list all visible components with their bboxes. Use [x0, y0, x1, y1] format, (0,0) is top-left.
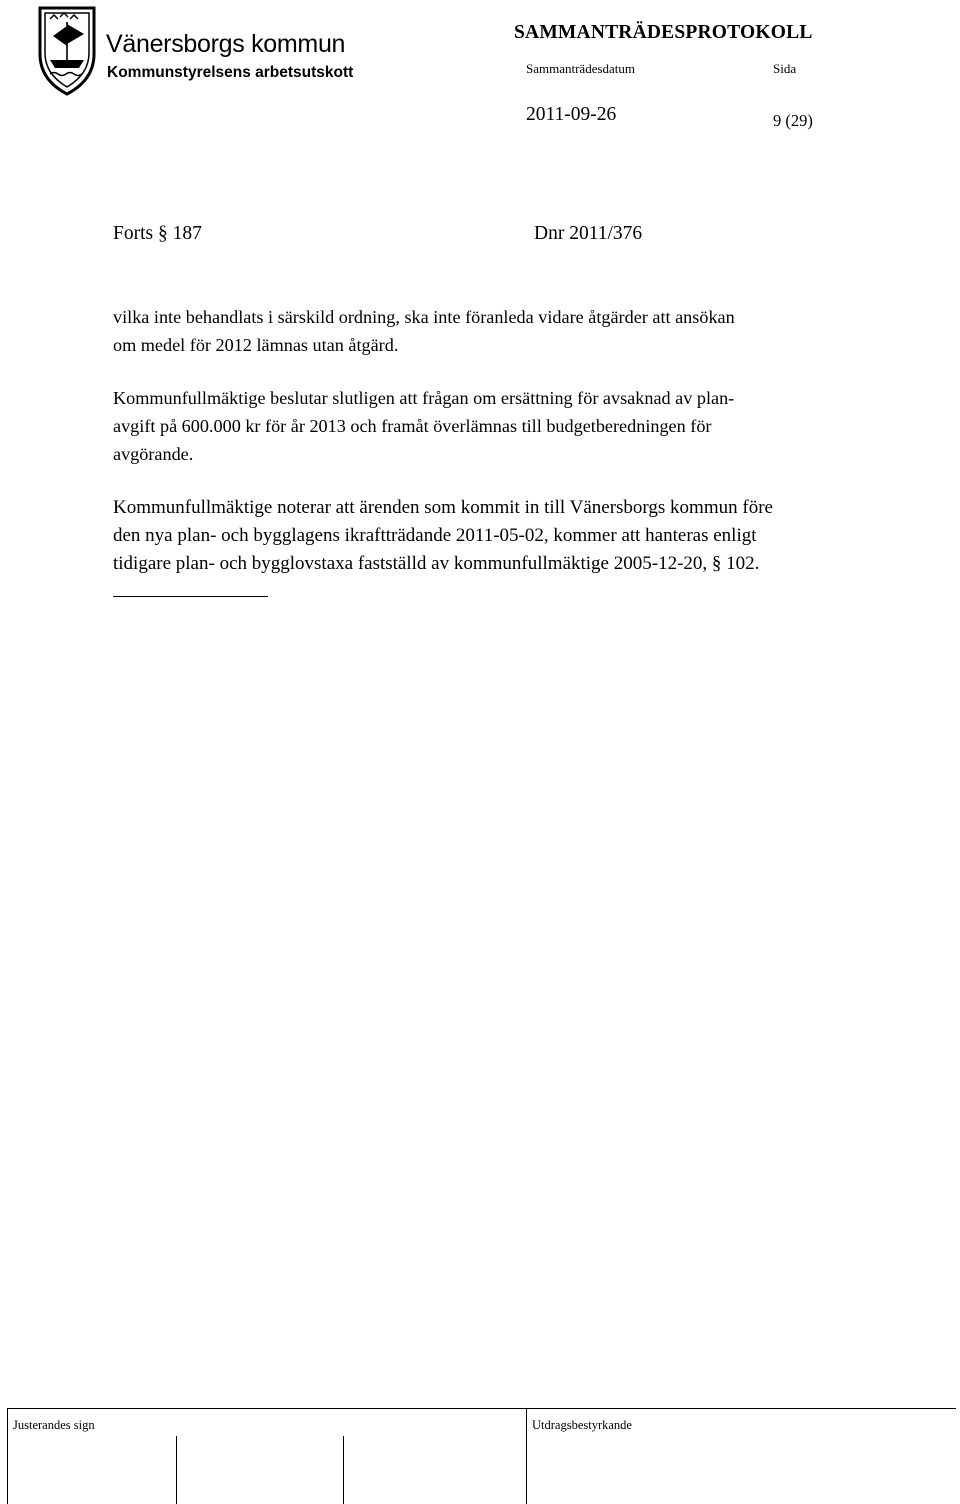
- section-end-rule: [113, 596, 268, 597]
- body-paragraph: [113, 303, 735, 359]
- municipality-coat-of-arms-icon: [36, 2, 98, 98]
- meeting-date-label: Sammanträdesdatum: [526, 61, 636, 76]
- body-paragraph: [113, 384, 734, 468]
- municipality-name: Vänersborgs kommun: [106, 30, 346, 58]
- page-label: Sida: [773, 61, 797, 76]
- paragraph-line: avgift på 600.000 kr för år 2013 och framåt överlämnas till budgetberedningen för: [113, 416, 712, 436]
- extract-certification-label: Utdragsbestyrkande: [532, 1418, 632, 1432]
- paragraph-line: avgörande.: [113, 444, 194, 464]
- document-type-title: SAMMANTRÄDESPROTOKOLL: [514, 22, 813, 43]
- section-reference: Forts § 187: [113, 223, 202, 244]
- signature-box-divider: [343, 1436, 344, 1504]
- paragraph-line: vilka inte behandlats i särskild ordning, ska inte föranleda vidare åtgärder att ansökan: [113, 307, 735, 327]
- signature-box-divider: [176, 1436, 177, 1504]
- signature-box-divider: [7, 1409, 8, 1504]
- meeting-date: 2011-09-26: [526, 104, 617, 125]
- committee-name: Kommunstyrelsens arbetsutskott: [107, 64, 354, 81]
- adjusters-sign-label: Justerandes sign: [13, 1418, 95, 1432]
- signature-box-divider: [526, 1409, 527, 1504]
- paragraph-line: den nya plan- och bygglagens ikraftträdande 2011-05-02, kommer att hanteras enligt: [113, 525, 757, 546]
- footer-divider: [7, 1408, 956, 1409]
- paragraph-line: Kommunfullmäktige beslutar slutligen att frågan om ersättning för avsaknad av plan-: [113, 388, 735, 408]
- paragraph-line: Kommunfullmäktige noterar att ärenden som kommit in till Vänersborgs kommun före: [113, 497, 773, 518]
- paragraph-line: tidigare plan- och bygglovstaxa fastställd av kommunfullmäktige 2005-12-20, § 102.: [113, 553, 760, 574]
- paragraph-line: om medel för 2012 lämnas utan åtgärd.: [113, 335, 399, 355]
- page-number: 9 (29): [773, 111, 813, 130]
- diary-number: Dnr 2011/376: [534, 223, 643, 244]
- body-paragraph: [113, 494, 773, 578]
